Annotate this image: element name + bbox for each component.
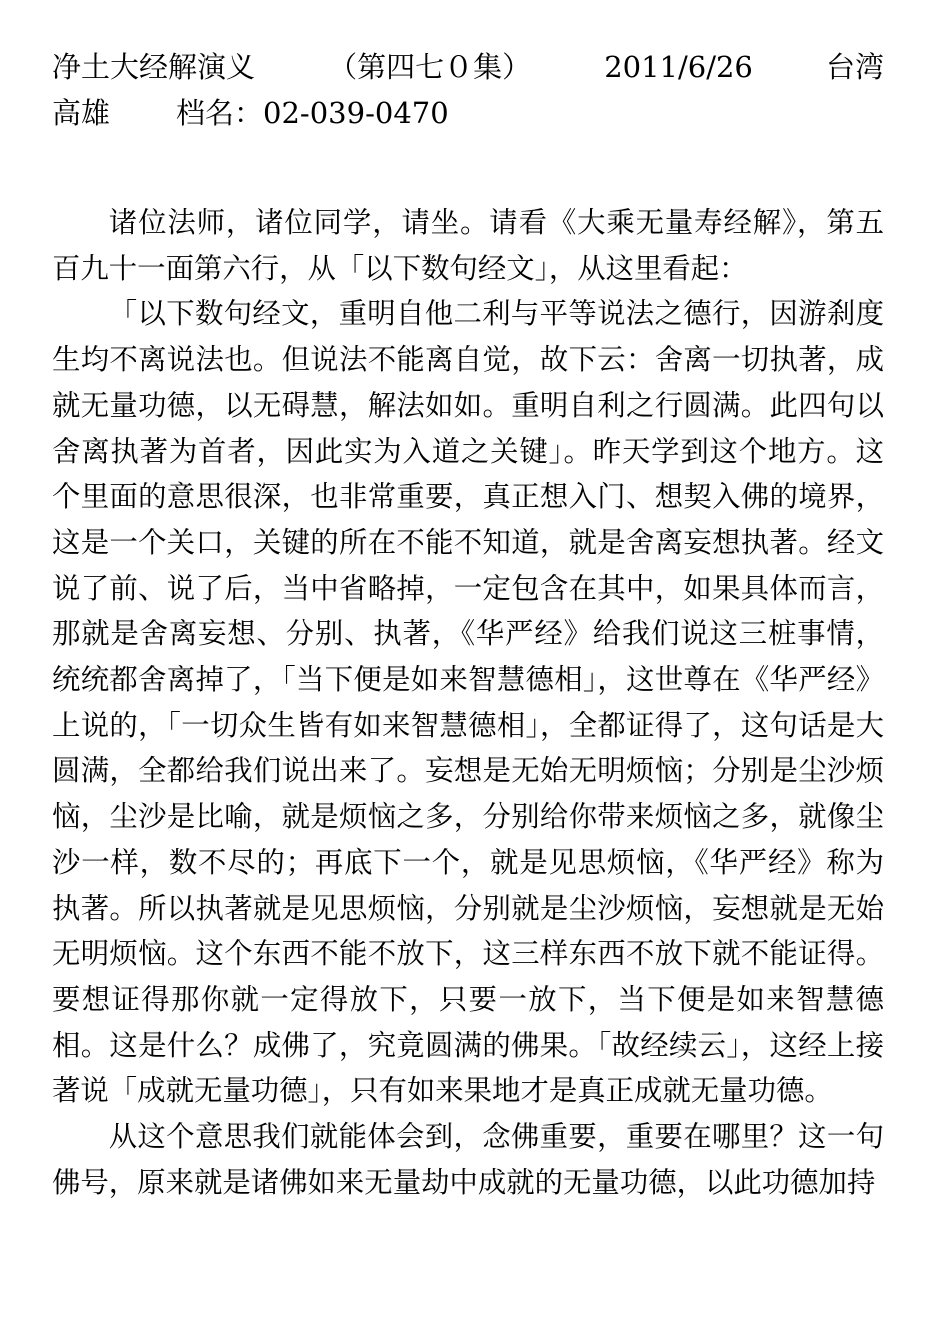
document-page bbox=[52, 44, 884, 1205]
header-line-1 bbox=[52, 44, 884, 90]
document-header bbox=[52, 44, 884, 136]
file-name: 档名：02-039-0470 bbox=[176, 96, 449, 130]
series-title: 净土大经解演义 bbox=[52, 50, 256, 84]
paragraph-1: 诸位法师，诸位同学，请坐。请看《大乘无量寿经解》，第五百九十一面第六行，从「以下数句经文」，从这里看起： bbox=[52, 206, 884, 285]
lecture-date: 2011/6/26 bbox=[604, 50, 753, 84]
location-city: 高雄 bbox=[52, 96, 111, 130]
header-line-2 bbox=[52, 90, 884, 136]
paragraph-2: 「以下数句经文，重明自他二利与平等说法之德行，因游刹度生均不离说法也。但说法不能离自觉，故下云：舍离一切执著，成就无量功德，以无碍慧，解法如如。重明自利之行圆满。此四句以舍离执著为首者，因此实为入道之关键」。昨天学到这个地方。这个里面的意思很深，也非常重要，真正想入门、想契入佛的境界，这是一个关口，关键的所在不能不知道，就是舍离妄想执著。经文说了前、说了后，当中省略掉，一定包含在其中，如果具体而言，那就是舍离妄想、分别、执著，《华严经》给我们说这三桩事情，统统都舍离掉了，「当下便是如来智慧德相」，这世尊在《华严经》上说的，「一切众生皆有如来智慧德相」，全都证得了，这句话是大圆满，全都给我们说出来了。妄想是无始无明烦恼；分别是尘沙烦恼，尘沙是比喻，就是烦恼之多，分别给你带来烦恼之多，就像尘沙一样，数不尽的；再底下一个，就是见思烦恼，《华严经》称为执著。所以执著就是见思烦恼，分别就是尘沙烦恼，妄想就是无始无明烦恼。这个东西不能不放下，这三样东西不放下就不能证得。要想证得那你就一定得放下，只要一放下，当下便是如来智慧德相。这是什么？成佛了，究竟圆满的佛果。「故经续云」，这经上接著说「成就无量功德」，只有如来果地才是真正成就无量功德。 bbox=[52, 297, 884, 1108]
lecture-body bbox=[52, 200, 884, 1205]
episode-number: （第四七０集） bbox=[328, 50, 532, 84]
paragraph-3: 从这个意思我们就能体会到，念佛重要，重要在哪里？这一句佛号，原来就是诸佛如来无量劫中成就的无量功德，以此功德加持 bbox=[52, 1120, 884, 1199]
location-region: 台湾 bbox=[825, 50, 884, 84]
